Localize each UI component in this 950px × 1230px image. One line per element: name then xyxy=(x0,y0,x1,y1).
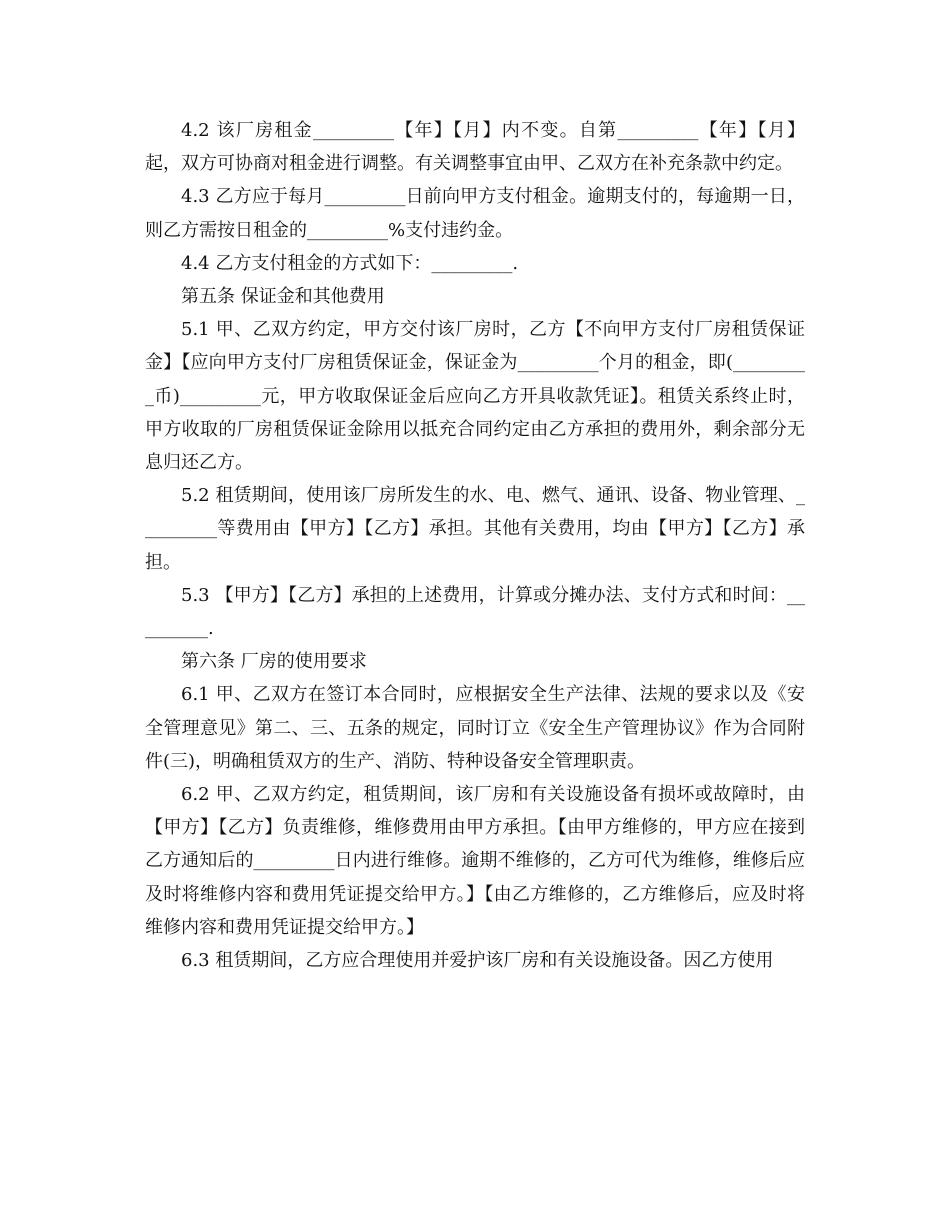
clause-5-2: 5.2 租赁期间，使用该厂房所发生的水、电、燃气、通讯、设备、物业管理、_________等费用由【甲方】【乙方】承担。其他有关费用，均由【甲方】【乙方】承担。 xyxy=(145,485,805,573)
clause-6-1: 6.1 甲、乙双方在签订本合同时，应根据安全生产法律、法规的要求以及《安全管理意见》第二、三、五条的规定，同时订立《安全生产管理协议》作为合同附件(三)，明确租赁双方的生产、消防、特种设备安全管理职责。 xyxy=(145,684,805,772)
document-body xyxy=(145,114,805,977)
clause-6-2: 6.2 甲、乙双方约定，租赁期间，该厂房和有关设施设备有损坏或故障时，由【甲方】【乙方】负责维修，维修费用由甲方承担。【由甲方维修的，甲方应在接到乙方通知后的_________日内进行维修。逾期不维修的，乙方可代为维修，维修后应及时将维修内容和费用凭证提交给甲方。】【由乙方维修的，乙方维修后，应及时将维修内容和费用凭证提交给甲方。】 xyxy=(145,784,805,938)
clause-4-2: 4.2 该厂房租金_________【年】【月】内不变。自第_________【年】【月】起，双方可协商对租金进行调整。有关调整事宜由甲、乙双方在补充条款中约定。 xyxy=(145,120,805,175)
clause-5-1: 5.1 甲、乙双方约定，甲方交付该厂房时，乙方【不向甲方支付厂房租赁保证金】【应向甲方支付厂房租赁保证金，保证金为_________个月的租金，即(_________币)_________元，甲方收取保证金后应向乙方开具收款凭证】。租赁关系终止时，甲方收取的厂房租赁保证金除用以抵充合同约定由乙方承担的费用外，剩余部分无息归还乙方。 xyxy=(145,319,805,474)
clause-5-3: 5.3 【甲方】【乙方】承担的上述费用，计算或分摊办法、支付方式和时间：_________. xyxy=(145,584,805,640)
section-6-heading: 第六条 厂房的使用要求 xyxy=(181,651,367,673)
section-5-heading: 第五条 保证金和其他费用 xyxy=(181,286,385,308)
clause-4-4: 4.4 乙方支付租金的方式如下：_________. xyxy=(181,252,519,274)
clause-4-3: 4.3 乙方应于每月_________日前向甲方支付租金。逾期支付的，每逾期一日，则乙方需按日租金的_________%支付违约金。 xyxy=(145,186,805,241)
clause-6-3: 6.3 租赁期间，乙方应合理使用并爱护该厂房和有关设施设备。因乙方使用 xyxy=(181,950,774,972)
